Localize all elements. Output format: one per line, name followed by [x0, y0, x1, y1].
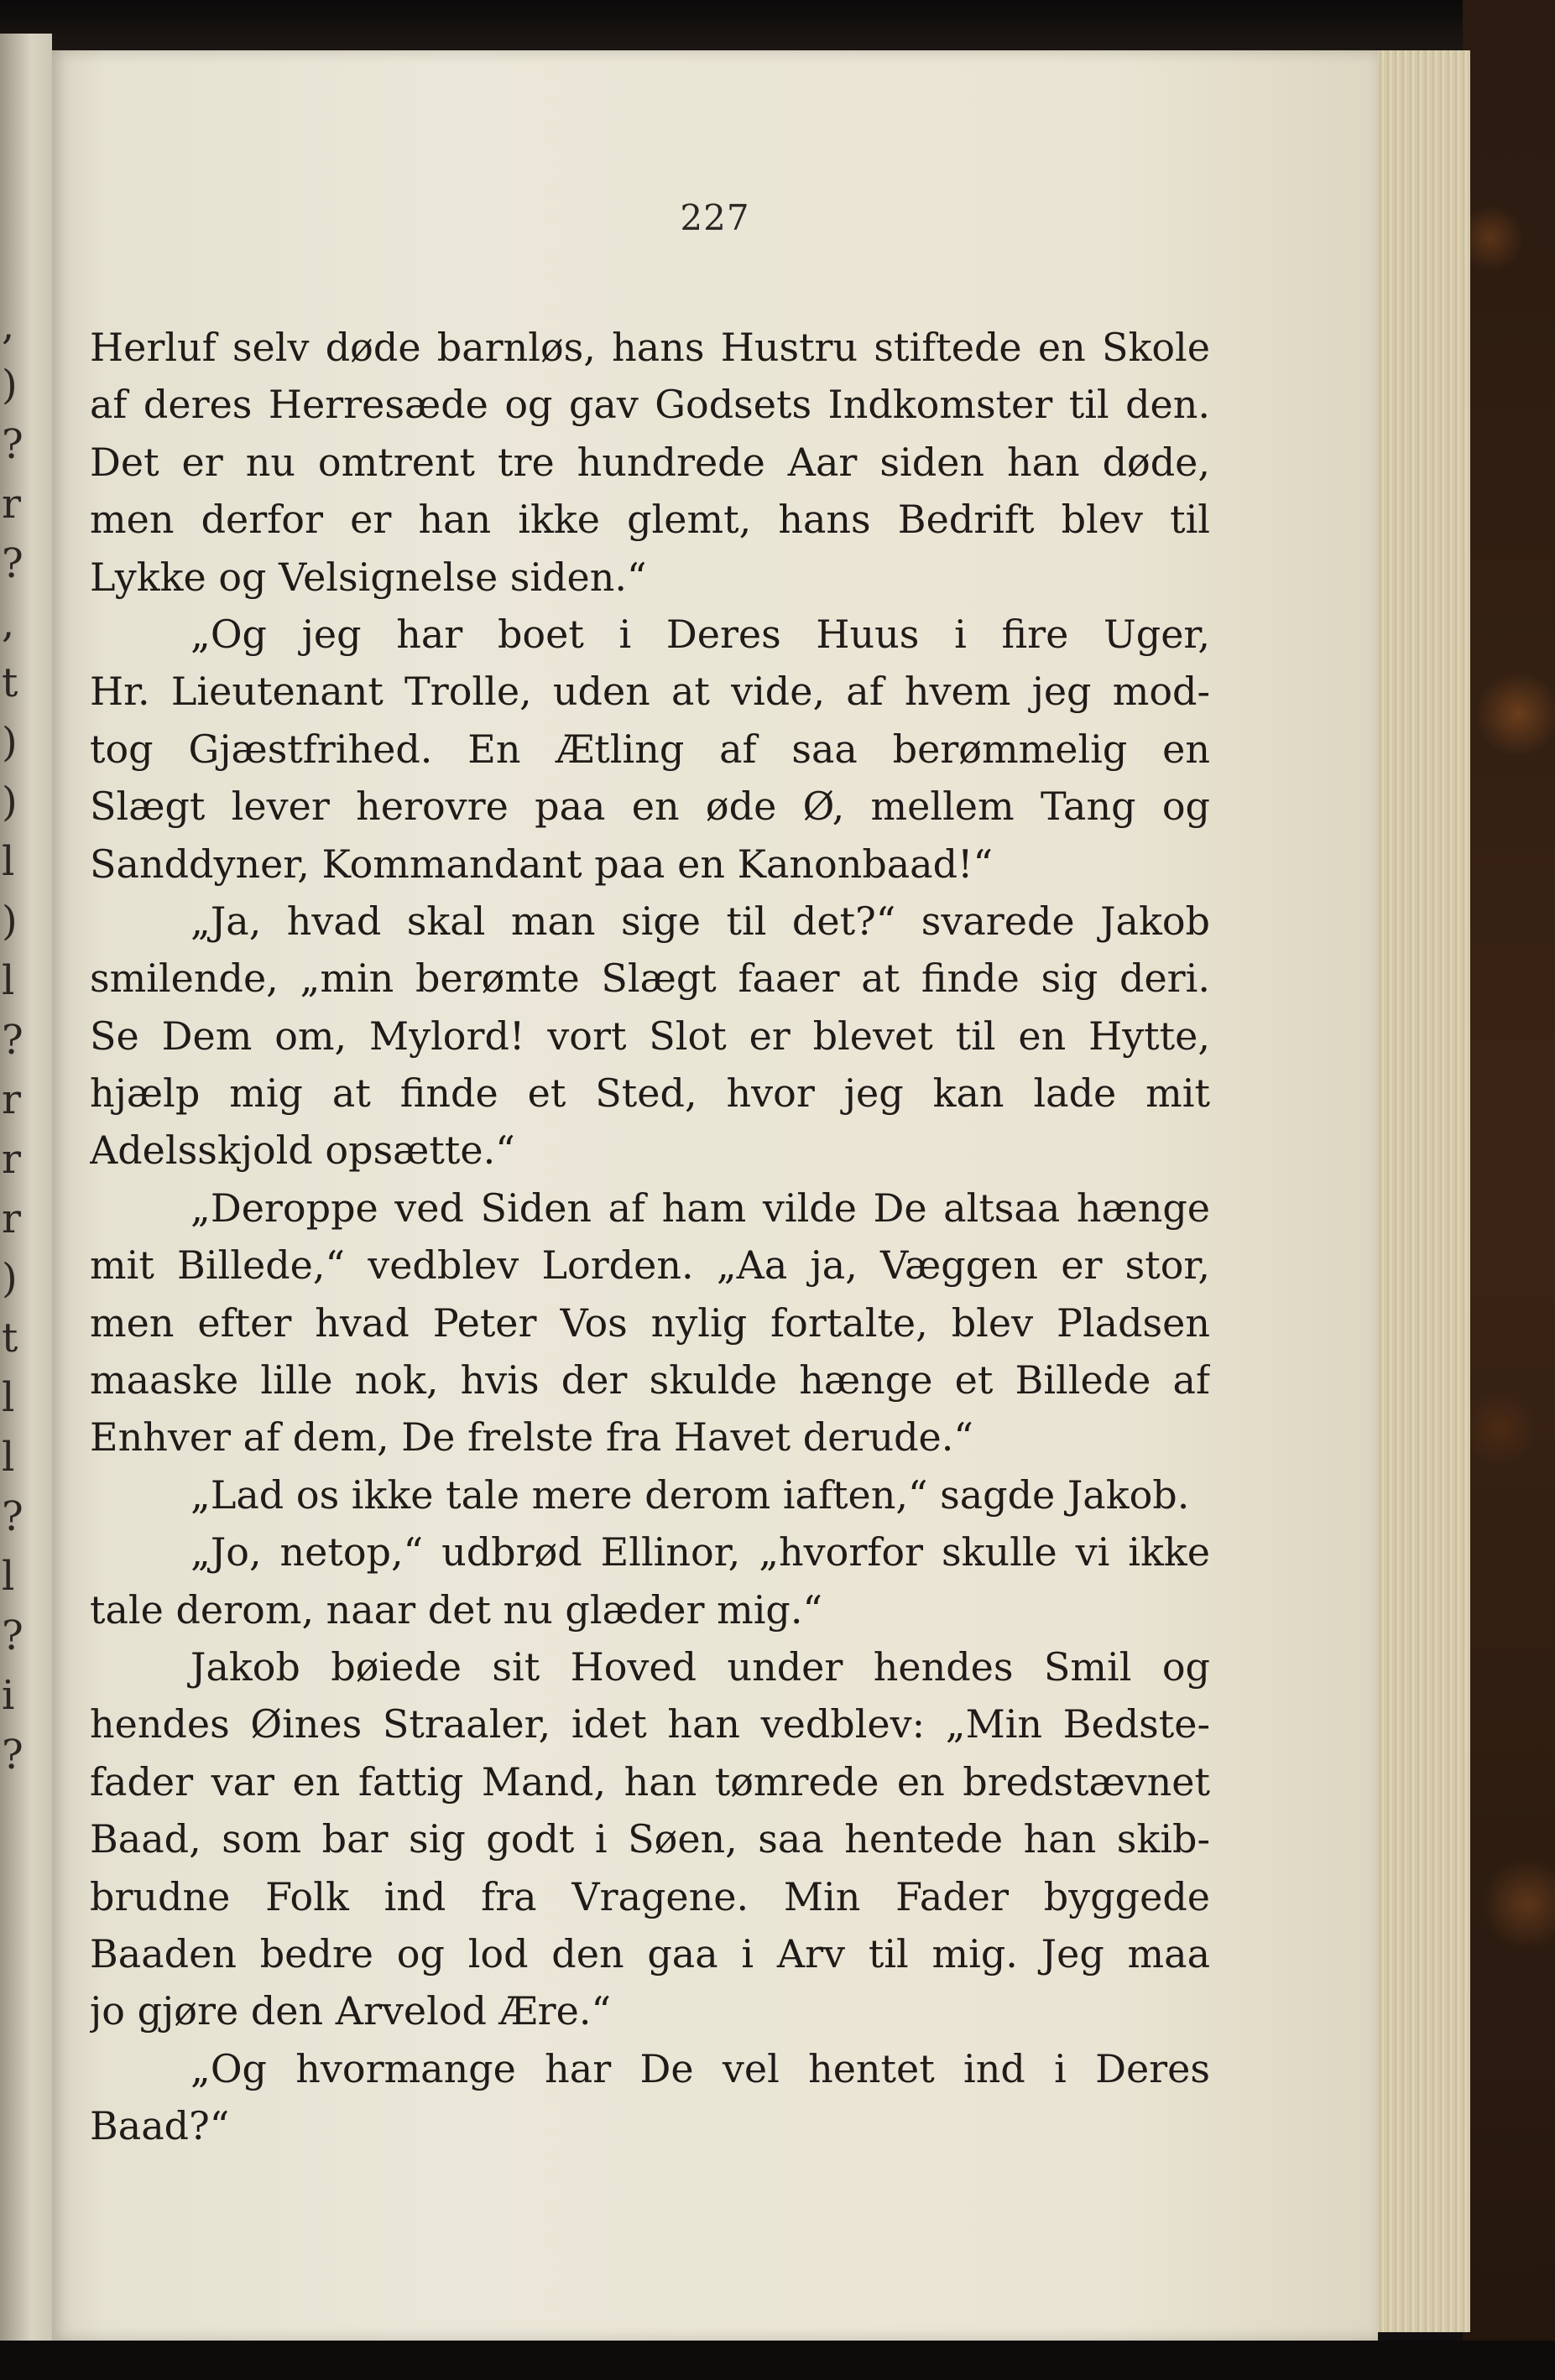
previous-page-mark: ): [2, 362, 18, 409]
previous-page-mark: l: [2, 838, 15, 885]
previous-page-text-fragments: [0, 34, 52, 2380]
text-line: „Jo, netop,“ udbrød Ellinor, „hvorfor skulle vi ikke: [190, 1529, 1210, 1575]
top-shadow: [0, 0, 1555, 50]
page-stack-edges: [1376, 50, 1470, 2332]
text-line: Slægt lever herovre paa en øde Ø, mellem Tang og: [90, 784, 1210, 830]
text-line: maaske lille nok, hvis der skulde hænge et Billede af: [90, 1357, 1210, 1404]
previous-page-mark: r: [2, 1136, 21, 1183]
previous-page-mark: l: [2, 1553, 15, 1600]
text-line: jo gjøre den Arvelod Ære.“: [90, 1988, 612, 2034]
body-text: [90, 319, 1210, 2155]
previous-page-mark: ?: [2, 1612, 23, 1659]
text-line: Jakob bøiede sit Hoved under hendes Smil og: [190, 1643, 1210, 1690]
previous-page-mark: l: [2, 1434, 15, 1481]
previous-page-mark: ?: [2, 421, 23, 468]
previous-page-mark: ,: [2, 600, 15, 647]
text-line: af deres Herresæde og gav Godsets Indkomster til den.: [90, 382, 1210, 428]
text-line: „Lad os ikke tale mere derom iaften,“ sagde Jakob.: [190, 1471, 1190, 1518]
text-line: „Og hvormange har De vel hentet ind i Deres: [190, 2045, 1210, 2091]
previous-page-mark: r: [2, 1195, 21, 1242]
text-line: Baad?“: [90, 2103, 230, 2149]
text-line: hjælp mig at finde et Sted, hvor jeg kan lade mit: [90, 1070, 1210, 1117]
text-line: Adelsskjold opsætte.“: [90, 1128, 515, 1174]
text-line: Det er nu omtrent tre hundrede Aar siden han døde,: [90, 439, 1210, 485]
text-line: „Og jeg har boet i Deres Huus i fire Uger,: [190, 611, 1210, 657]
previous-page-mark: ): [2, 1255, 18, 1302]
previous-page-mark: t: [2, 1315, 18, 1362]
text-line: men efter hvad Peter Vos nylig fortalte, blev Pladsen: [90, 1299, 1210, 1346]
text-line: „Deroppe ved Siden af ham vilde De altsaa hænge: [190, 1185, 1210, 1231]
text-line: tog Gjæstfrihed. En Ætling af saa berømmelig en: [90, 726, 1210, 772]
previous-page-mark: ?: [2, 1493, 23, 1540]
previous-page-mark: ?: [2, 540, 23, 587]
text-line: Se Dem om, Mylord! vort Slot er blevet til en Hytte,: [90, 1013, 1210, 1059]
text-line: Enhver af dem, De frelste fra Havet derude.“: [90, 1414, 973, 1461]
book-page: [52, 50, 1378, 2341]
text-line: Baaden bedre og lod den gaa i Arv til mig. Jeg maa: [90, 1930, 1210, 1976]
previous-page-mark: r: [2, 1076, 21, 1123]
page-number: 227: [680, 197, 750, 238]
text-line: Lykke og Velsignelse siden.“: [90, 554, 647, 600]
previous-page-mark: ,: [2, 302, 15, 349]
text-line: brudne Folk ind fra Vragene. Min Fader byggede: [90, 1873, 1210, 1919]
text-line: fader var en fattig Mand, han tømrede en bredstævnet: [90, 1758, 1210, 1805]
text-line: mit Billede,“ vedblev Lorden. „Aa ja, Væggen er stor,: [90, 1242, 1210, 1289]
previous-page-mark: ?: [2, 1017, 23, 1064]
previous-page-mark: ): [2, 719, 18, 766]
previous-page-mark: ?: [2, 1732, 23, 1778]
text-line: tale derom, naar det nu glæder mig.“: [90, 1586, 823, 1633]
previous-page-mark: l: [2, 1374, 15, 1421]
previous-page-mark: ): [2, 898, 18, 945]
text-line: „Ja, hvad skal man sige til det?“ svarede Jakob: [190, 898, 1210, 944]
text-line: Hr. Lieutenant Trolle, uden at vide, af hvem jeg mod-: [90, 669, 1210, 715]
previous-page-mark: l: [2, 957, 15, 1004]
bottom-shadow: [0, 2341, 1555, 2380]
text-line: Baad, som bar sig godt i Søen, saa hentede han skib-: [90, 1816, 1210, 1862]
previous-page-mark: r: [2, 481, 21, 528]
previous-page-mark: i: [2, 1672, 15, 1719]
previous-page-mark: t: [2, 659, 18, 706]
text-line: smilende, „min berømte Slægt faaer at finde sig deri.: [90, 956, 1210, 1002]
text-line: Herluf selv døde barnløs, hans Hustru stiftede en Skole: [90, 325, 1210, 370]
text-line: men derfor er han ikke glemt, hans Bedrift blev til: [90, 497, 1210, 543]
previous-page-mark: ): [2, 779, 18, 825]
book-binding: [1463, 0, 1555, 2380]
text-line: hendes Øines Straaler, idet han vedblev: „Min Bedste-: [90, 1701, 1210, 1747]
text-line: Sanddyner, Kommandant paa en Kanonbaad!“: [90, 841, 994, 887]
previous-page-edge: [0, 34, 52, 2380]
